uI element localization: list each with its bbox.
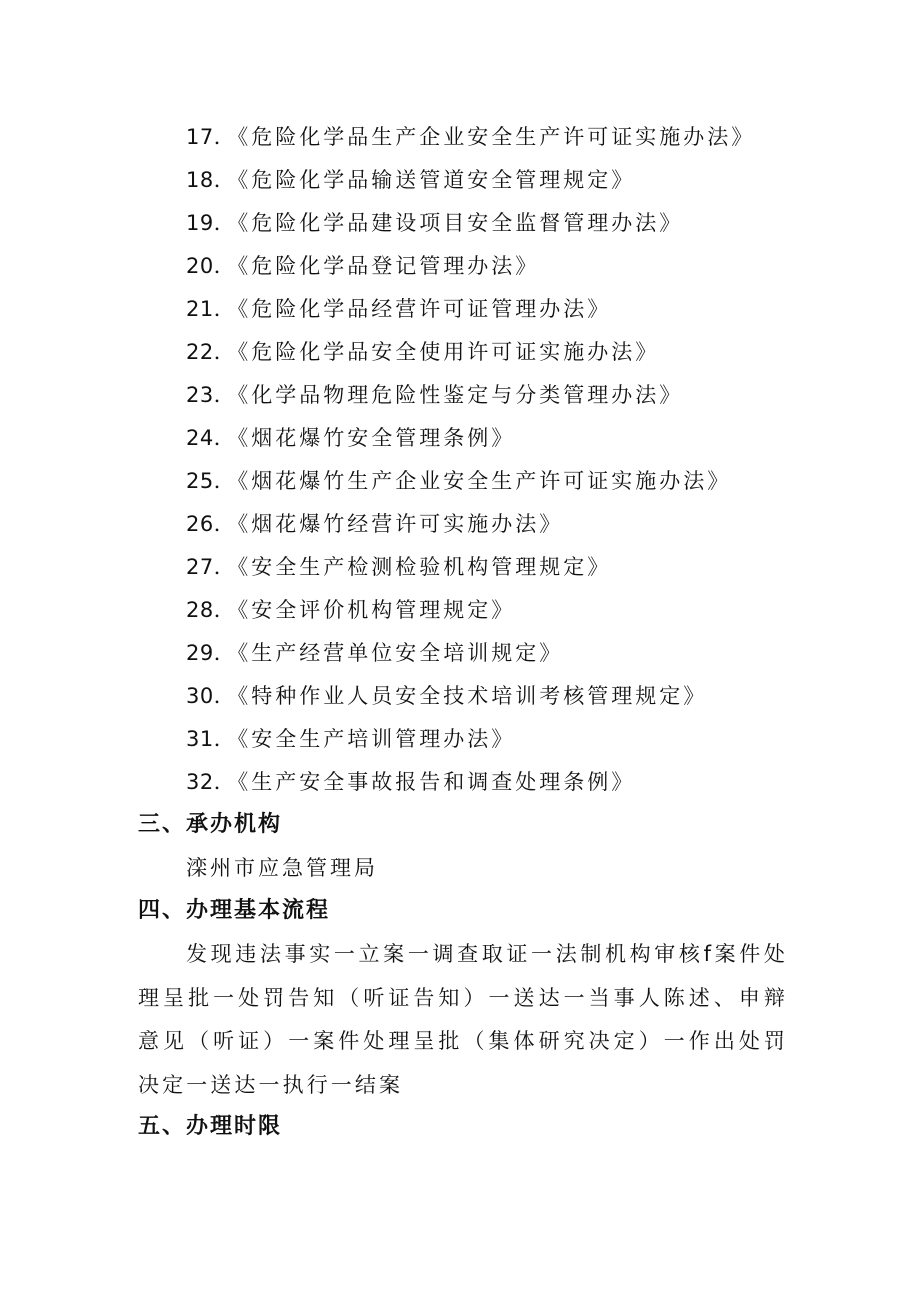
list-item: 26．《烟花爆竹经营许可实施办法》	[186, 512, 564, 536]
section-heading-time-limit: 五、办理时限	[138, 1114, 283, 1139]
section-heading-process: 四、办理基本流程	[138, 898, 331, 923]
list-item: 23．《化学品物理危险性鉴定与分类管理办法》	[186, 383, 684, 407]
list-item: 24．《烟花爆竹安全管理条例》	[186, 426, 516, 450]
list-item: 19．《危险化学品建设项目安全监督管理办法》	[186, 211, 684, 235]
list-item: 22．《危险化学品安全使用许可证实施办法》	[186, 340, 660, 364]
list-item: 20．《危险化学品登记管理办法》	[186, 254, 540, 278]
list-item: 30．《特种作业人员安全技术培训考核管理规定》	[186, 684, 708, 708]
list-item: 25．《烟花爆竹生产企业安全生产许可证实施办法》	[186, 469, 732, 493]
list-item: 31．《安全生产培训管理办法》	[186, 727, 516, 751]
list-item: 17．《危险化学品生产企业安全生产许可证实施办法》	[186, 125, 756, 149]
list-item: 18．《危险化学品输送管道安全管理规定》	[186, 168, 636, 192]
list-item: 27．《安全生产检测检验机构管理规定》	[186, 555, 612, 579]
list-item: 28．《安全评价机构管理规定》	[186, 598, 516, 622]
list-item: 29．《生产经营单位安全培训规定》	[186, 641, 564, 665]
process-paragraph: 发现违法事实一立案一调查取证一法制机构审核f案件处理呈批一处罚告知（听证告知）一送达一当事人陈述、申辩意见（听证）一案件处理呈批（集体研究决定）一作出处罚决定一送达一执行一结案	[138, 942, 788, 1097]
list-item: 32．《生产安全事故报告和调查处理条例》	[186, 770, 636, 794]
section-heading-organizer: 三、承办机构	[138, 812, 283, 837]
regulation-list	[186, 116, 755, 804]
list-item: 21．《危险化学品经营许可证管理办法》	[186, 297, 612, 321]
organizer-name: 滦州市应急管理局	[186, 856, 378, 880]
